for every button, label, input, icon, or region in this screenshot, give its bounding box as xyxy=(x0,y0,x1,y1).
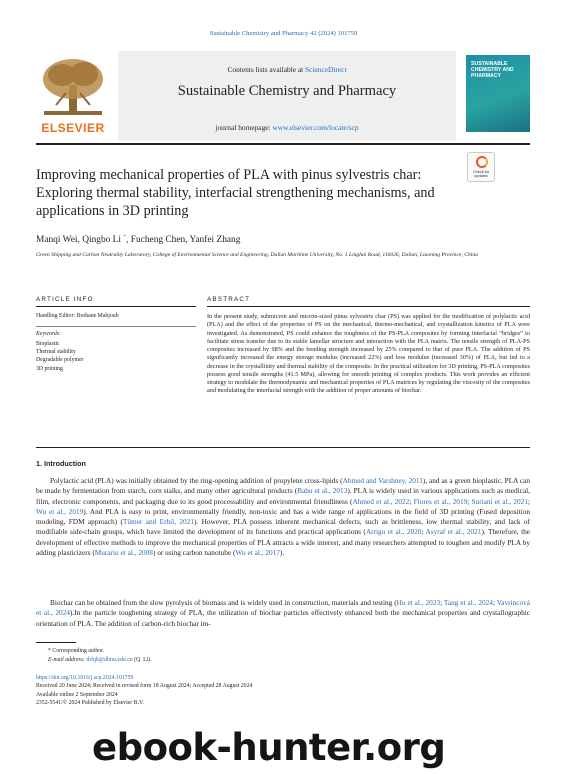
sciencedirect-link[interactable]: ScienceDirect xyxy=(305,65,347,74)
citation-link[interactable]: Ahmed and Varshney, 2011 xyxy=(342,476,423,485)
issn-copyright: 2352-5541/© 2024 Published by Elsevier B.V. xyxy=(36,700,144,706)
citation-link[interactable]: Suriani et al., 2021 xyxy=(471,496,528,506)
abstract-heading: ABSTRACT xyxy=(207,296,251,303)
available-online-date: Available online 2 September 2024 xyxy=(36,692,118,698)
keyword-item: Thermal stability xyxy=(36,349,76,356)
corresponding-author-mark[interactable]: * xyxy=(123,234,127,240)
abstract-divider xyxy=(207,306,530,307)
paragraph-text: ). PLA is widely used in various applications such as medical, film, electronic components, and packaging due to its good processability and environmental friendliness ( xyxy=(36,486,530,506)
authors-after: , Fucheng Chen, Yanfei Zhang xyxy=(126,235,241,246)
elsevier-tree-icon xyxy=(36,55,110,119)
citation-link[interactable]: Asyraf et al., 2021 xyxy=(425,527,482,537)
paragraph-text: ). However, PLA possess inherent mechanical defects, such as brittleness, low thermal stability, and lack of modifiable side-chain groups, which have limited the development of its functions and practical applications ( xyxy=(36,517,531,537)
citation-link[interactable]: Tang et al., 2024 xyxy=(443,598,493,607)
body-paragraph xyxy=(36,598,530,629)
citation-link[interactable]: Wu et al., 2017 xyxy=(235,547,280,557)
paragraph-text: ), and as a green bioplastic, PLA can be made by fermentation from starch, corn stalks, and many other agricultural products ( xyxy=(36,476,531,496)
citation-link[interactable]: Hu et al., 2023 xyxy=(396,598,441,607)
paragraph-text: ; xyxy=(492,598,497,607)
paragraph-text: ).In the particle toughening strategy of PLA, the utilization of biochar particles effectively enhanced both the mechanical properties and crystallographic orientation of PLA. The addition of carbon-rich biochar im- xyxy=(36,608,530,628)
keywords-divider xyxy=(36,326,196,327)
journal-reference[interactable]: Sustainable Chemistry and Pharmacy 42 (2024) 101759 xyxy=(209,30,358,37)
contents-prefix: Contents lists available at xyxy=(227,65,306,74)
body-paragraph xyxy=(36,476,530,558)
footnote-divider xyxy=(36,642,76,643)
email-suffix: (Q. Li). xyxy=(132,657,152,663)
abstract-text: In the present study, submicron and micron-sized pinus sylvestris char (PS) was applied for the modification of polylactic acid (PLA) and the effect of the properties of PS on the mechanical, thermo-mechanical, and crystallization kinetics of PLA were investigated. As demonstrated, PS could enhance the toughness of the PS-PLA composites by forming interfacial “bridges” to facilitate stress transfer due to its stable lamellar structure and interaction with the PLA matrix. The tensile strength of PLA-PS composites increased by 98% and the bending strength increased by 25% compared to that of pure PLA. The addition of PS significantly increased the energy storage modulus (increased 22%) and loss modulus (increased 30%) of PLA, but led to a decrease in the crystallinity and thermal stability of the composite. In the practical utilization for 3D printing, PS-PLA composites possess good tensile strengths (41.5 MPa), allowing for smooth printing of complex products. This work provides an efficient strategy to modulate the thermodynamic and mechanical properties of PLA matrices by regulating the viscosity of the composites and modulating the interfacial strength with the addition of proper amounts of biochar. xyxy=(207,313,530,395)
article-info-heading: ARTICLE INFO xyxy=(36,296,94,303)
keyword-item: Bioplastic xyxy=(36,341,60,347)
abstract-end-divider xyxy=(36,447,530,448)
doi-link[interactable]: https://doi.org/10.1016/j.scp.2024.101759 xyxy=(36,675,134,681)
paragraph-text: ; xyxy=(409,496,414,506)
section-heading-introduction: 1. Introduction xyxy=(36,459,86,468)
contents-line xyxy=(118,65,456,74)
paragraph-text: ). xyxy=(279,547,285,557)
keyword-item: Degradable polymer xyxy=(36,357,84,364)
citation-link[interactable]: Arrigo et al., 2020 xyxy=(365,527,422,537)
keywords-label: Keywords: xyxy=(36,331,61,337)
received-dates: Received 20 June 2024; Received in revised form 18 August 2024; Accepted 28 August 2024 xyxy=(36,683,253,689)
email-link[interactable]: drlqb@dlmu.edu.cn xyxy=(86,657,133,663)
elsevier-wordmark: ELSEVIER xyxy=(41,121,105,135)
citation-link[interactable]: Ahmed et al., 2022 xyxy=(352,496,410,506)
homepage-line xyxy=(118,123,456,132)
citation-link[interactable]: Tümer and Erbil, 2021 xyxy=(122,517,194,526)
paragraph-text: ; xyxy=(527,496,531,506)
paragraph-text: Polylactic acid (PLA) was initially obtained by the ring-opening addition of propylene cross-lipids ( xyxy=(50,476,343,485)
author-list xyxy=(36,234,240,245)
paragraph-text: ). Therefore, the development of effective methods to improve the mechanical properties of PLA attracts a wide interest, and many researchers attempted to toughen and modify PLA by adding plasticizers ( xyxy=(36,527,530,557)
citation-link[interactable]: Wu et al., 2019 xyxy=(36,506,84,516)
handling-editor: Handling Editor: Borhane Mahjoub xyxy=(36,313,119,319)
citation-link[interactable]: Flores et al., 2019 xyxy=(413,496,468,506)
corresponding-author-note: * Corresponding author. xyxy=(48,648,105,654)
paragraph-text: ; xyxy=(467,496,472,506)
header-divider xyxy=(36,143,530,145)
homepage-prefix: journal homepage: xyxy=(215,123,273,132)
email-label: E-mail address: xyxy=(48,657,87,663)
citation-link[interactable]: Murariu et al., 2008 xyxy=(94,547,153,557)
paragraph-text: ). And PLA is easy to print, environmentally friendly, non-toxic and has a wide range of applications in the field of 3D printing (Fused deposition modeling, FDM approach) ( xyxy=(36,506,530,526)
authors-before: Manqi Wei, Qingbo Li xyxy=(36,235,124,246)
paragraph-text: ; xyxy=(440,598,444,607)
paragraph-text: ) or using carbon nanotube ( xyxy=(152,547,236,557)
citation-link[interactable]: Vavrincová et al., 2024 xyxy=(36,598,530,618)
journal-cover-image xyxy=(466,55,530,132)
journal-name: Sustainable Chemistry and Pharmacy xyxy=(177,83,397,99)
affiliation: Green Shipping and Carbon Neutrality Laboratory, College of Environmental Science and Engineering, Dalian Maritime University, No. 1 Linghai Road, 116026, Dalian, Liaoning Province, China xyxy=(36,252,478,258)
article-title: Improving mechanical properties of PLA with pinus sylvestris char: Exploring thermal stability, interfacial strengthening mechanisms, and applications in 3D printing xyxy=(36,167,435,219)
check-for-updates-button[interactable] xyxy=(467,152,495,182)
check-for-updates-label: Check for updates xyxy=(472,170,490,179)
email-line xyxy=(48,657,152,663)
keyword-item: 3D printing xyxy=(36,365,63,372)
refresh-icon xyxy=(476,156,488,168)
paragraph-text: ; xyxy=(421,527,426,537)
watermark: ebook-hunter.org xyxy=(92,726,446,769)
paragraph-text: Biochar can be obtained from the slow pyrolysis of biomass and is widely used in construction, materials and testing ( xyxy=(50,598,397,607)
article-info-divider xyxy=(36,306,196,307)
keywords-list xyxy=(36,340,83,373)
citation-link[interactable]: Babu et al., 2013 xyxy=(297,486,348,496)
cover-title: SUSTAINABLE CHEMISTRY AND PHARMACY xyxy=(471,61,514,79)
homepage-link[interactable]: www.elsevier.com/locate/scp xyxy=(272,123,359,132)
elsevier-logo xyxy=(36,55,110,135)
